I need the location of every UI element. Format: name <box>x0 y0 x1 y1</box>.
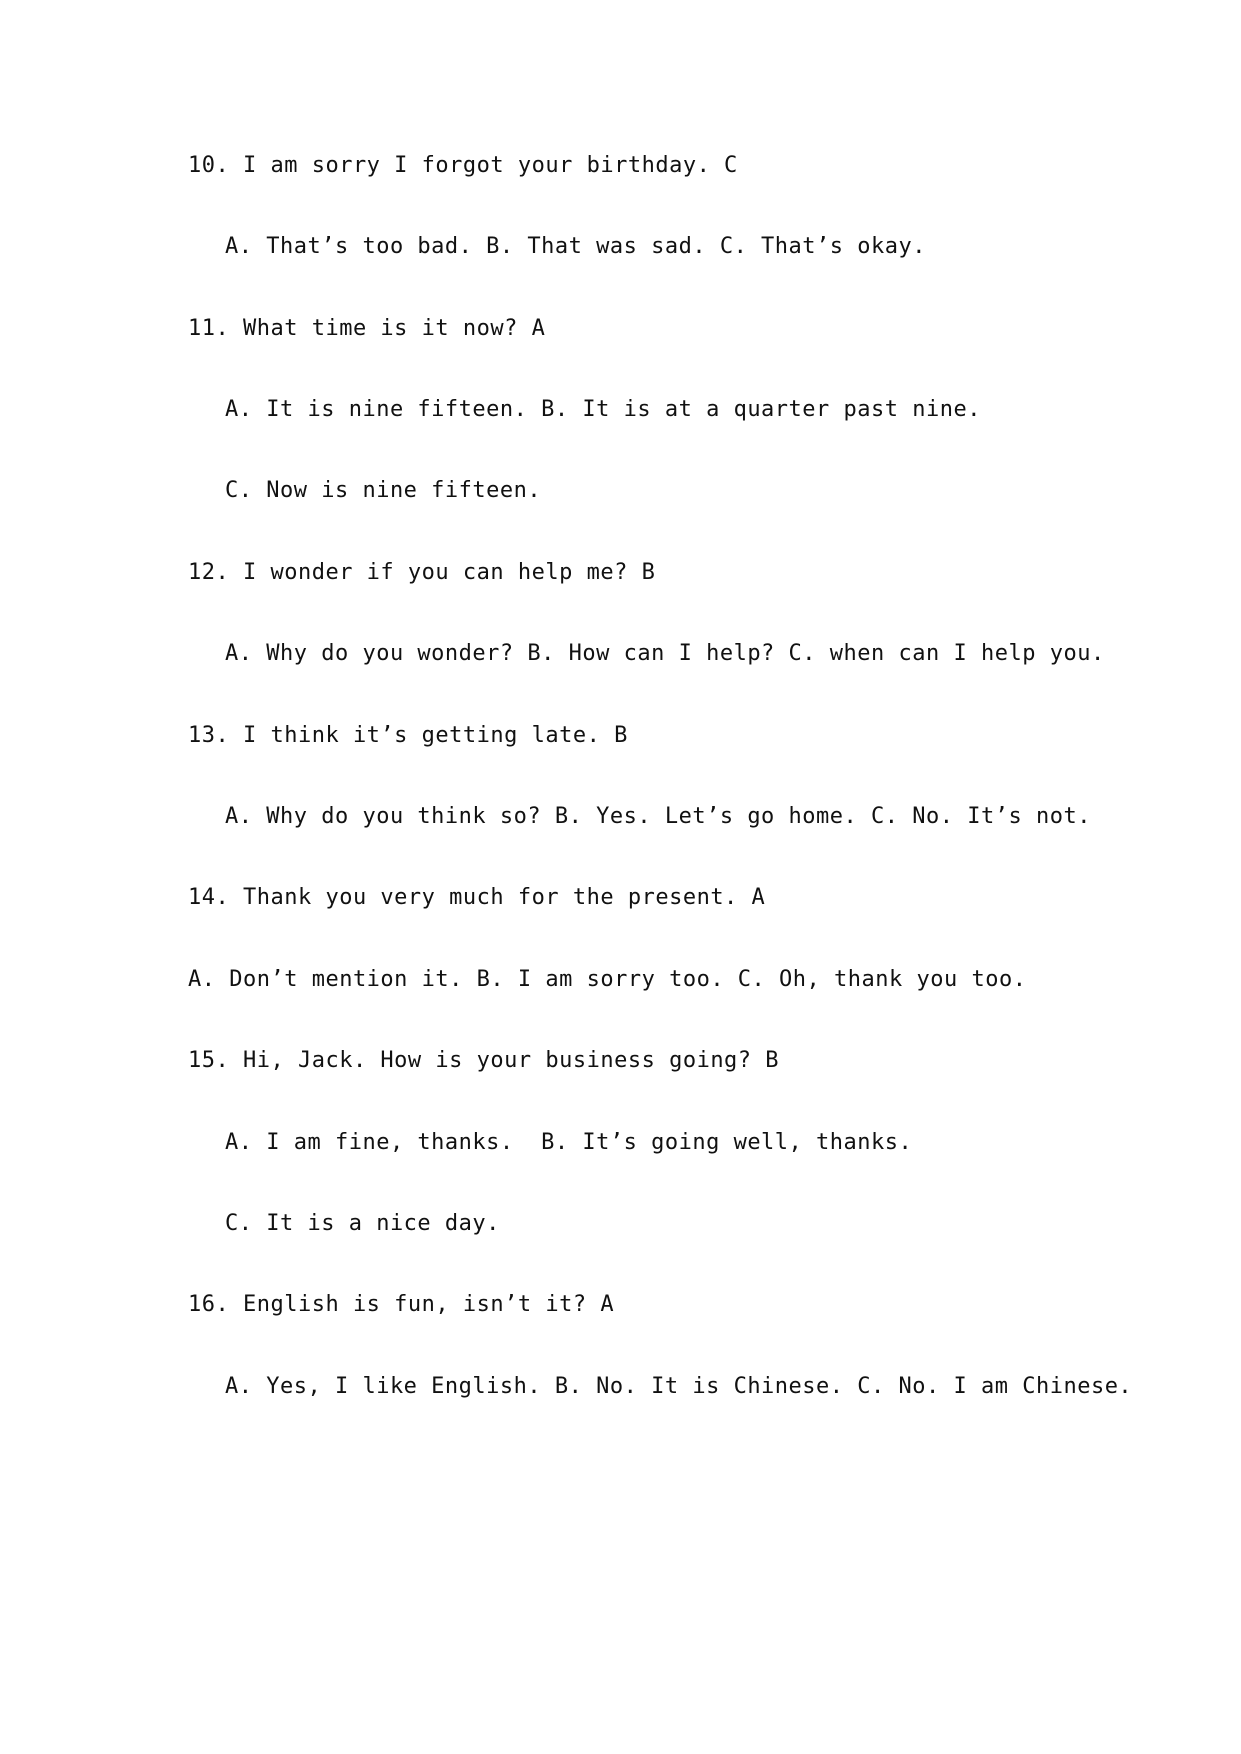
options-10: A. That’s too bad. B. That was sad. C. That’s okay. <box>225 234 927 259</box>
question-11: 11. What time is it now? A <box>188 316 546 341</box>
options-16: A. Yes, I like English. B. No. It is Chinese. C. No. I am Chinese. <box>225 1374 1133 1399</box>
question-14: 14. Thank you very much for the present. A <box>188 885 766 910</box>
options-15-c: C. It is a nice day. <box>225 1211 500 1236</box>
options-15-ab: A. I am fine, thanks. B. It’s going well, thanks. <box>225 1130 913 1155</box>
question-13: 13. I think it’s getting late. B <box>188 723 628 748</box>
question-15: 15. Hi, Jack. How is your business going? B <box>188 1048 780 1073</box>
question-16: 16. English is fun, isn’t it? A <box>188 1292 615 1317</box>
options-11-ab: A. It is nine fifteen. B. It is at a quarter past nine. <box>225 397 981 422</box>
question-12: 12. I wonder if you can help me? B <box>188 560 656 585</box>
options-11-c: C. Now is nine fifteen. <box>225 478 542 503</box>
question-10: 10. I am sorry I forgot your birthday. C <box>188 153 738 178</box>
options-14: A. Don’t mention it. B. I am sorry too. C. Oh, thank you too. <box>188 967 1027 992</box>
options-12: A. Why do you wonder? B. How can I help? C. when can I help you. <box>225 641 1105 666</box>
options-13: A. Why do you think so? B. Yes. Let’s go home. C. No. It’s not. <box>225 804 1091 829</box>
